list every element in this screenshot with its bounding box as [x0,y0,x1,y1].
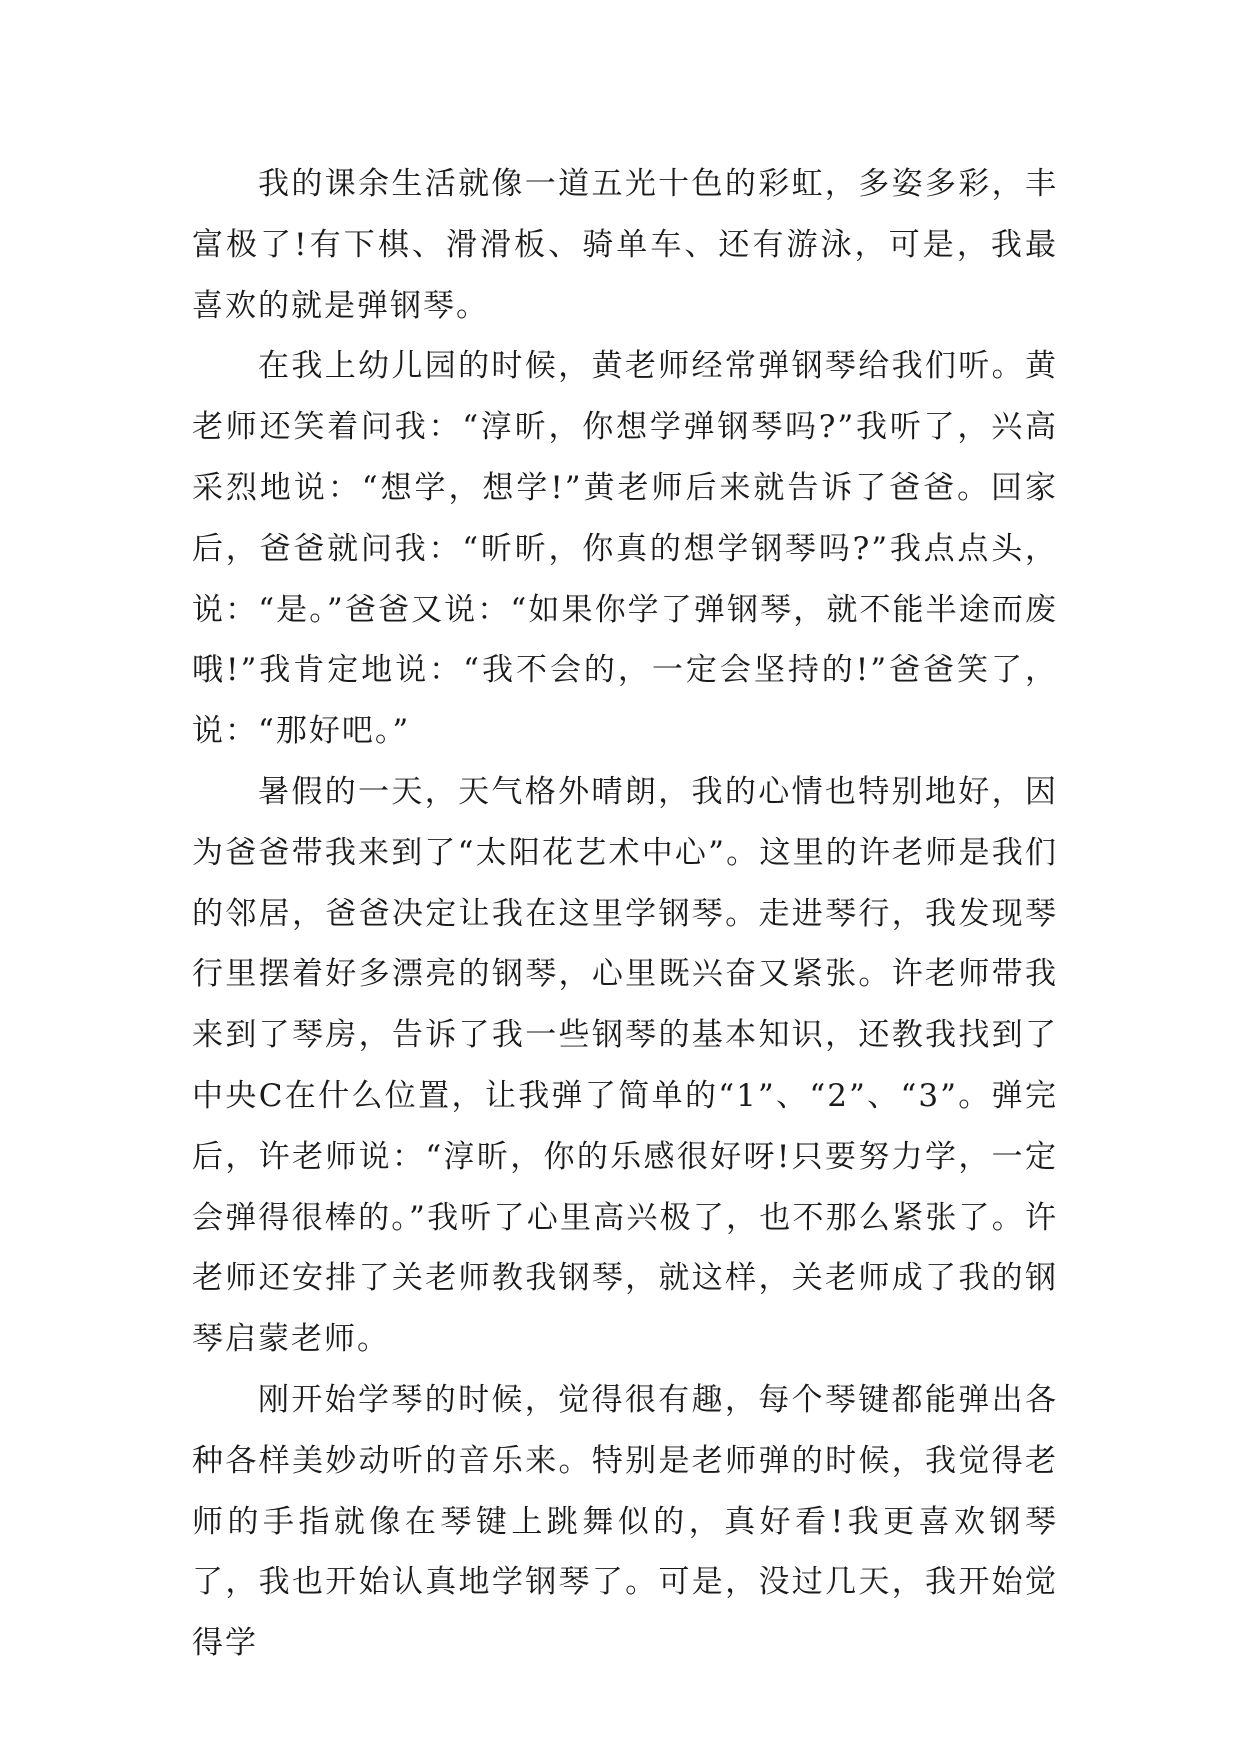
paragraph-1: 我的课余生活就像一道五光十色的彩虹，多姿多彩，丰富极了!有下棋、滑滑板、骑单车、还有游泳，可是，我最喜欢的就是弹钢琴。 [192,166,1058,324]
paragraph-4: 刚开始学琴的时候，觉得很有趣，每个琴键都能弹出各种各样美妙动听的音乐来。特别是老师弹的时候，我觉得老师的手指就像在琴键上跳舞似的，真好看!我更喜欢钢琴了，我也开始认真地学钢琴了。可是，没过几天，我开始觉得学 [192,1381,1058,1662]
paragraph-2: 在我上幼儿园的时候，黄老师经常弹钢琴给我们听。黄老师还笑着问我：“淳昕，你想学弹钢琴吗?”我听了，兴高采烈地说：“想学，想学!”黄老师后来就告诉了爸爸。回家后，爸爸就问我：“昕昕，你真的想学钢琴吗?”我点点头，说：“是。”爸爸又说：“如果你学了弹钢琴，就不能半途而废哦!”我肯定地说：“我不会的，一定会坚持的!”爸爸笑了，说：“那好吧。” [192,348,1058,750]
document-body [192,154,1058,1674]
paragraph-3: 暑假的一天，天气格外晴朗，我的心情也特别地好，因为爸爸带我来到了“太阳花艺术中心”。这里的许老师是我们的邻居，爸爸决定让我在这里学钢琴。走进琴行，我发现琴行里摆着好多漂亮的钢琴，心里既兴奋又紧张。许老师带我来到了琴房，告诉了我一些钢琴的基本知识，还教我找到了中央C在什么位置，让我弹了简单的“1”、“2”、“3”。弹完后，许老师说：“淳昕，你的乐感很好呀!只要努力学，一定会弹得很棒的。”我听了心里高兴极了，也不那么紧张了。许老师还安排了关老师教我钢琴，就这样，关老师成了我的钢琴启蒙老师。 [192,773,1058,1358]
